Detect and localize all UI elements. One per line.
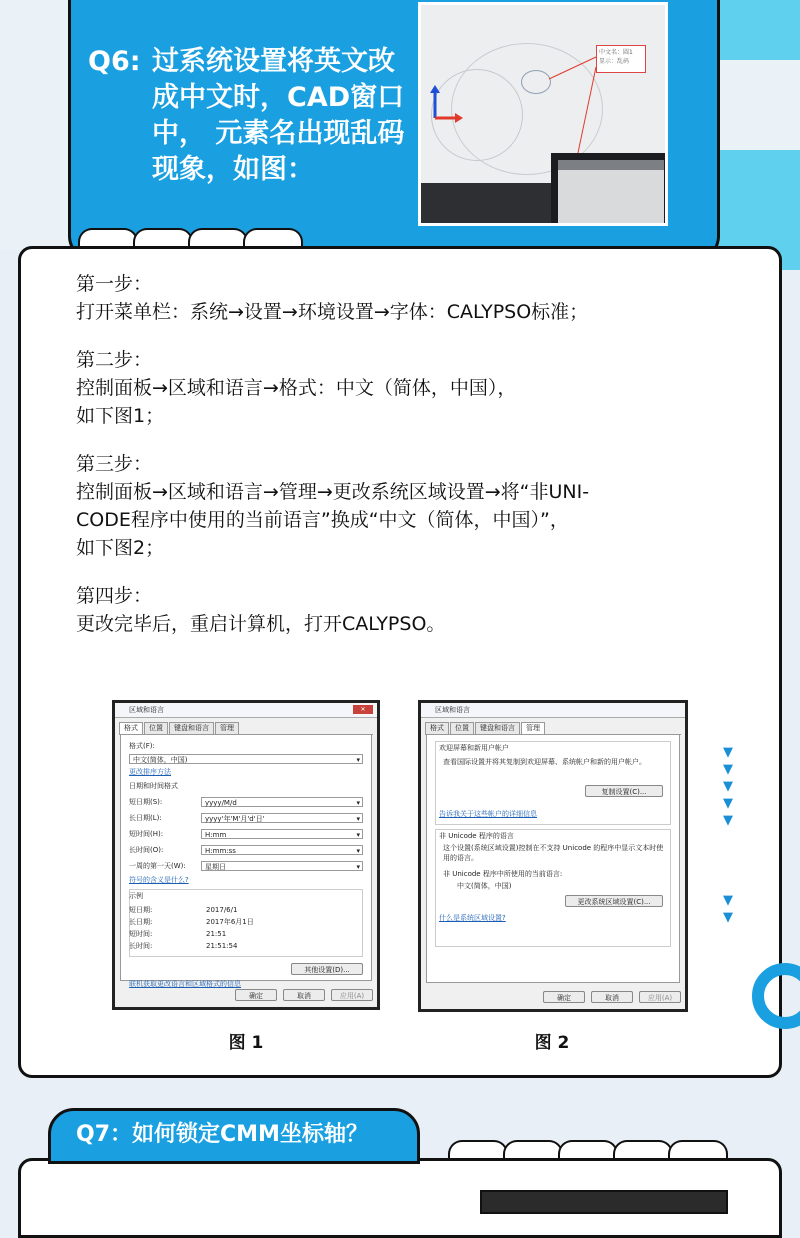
fig2-new-user-link[interactable]: 告诉我关于这些帐户的详细信息 — [439, 810, 537, 818]
fig2-ok-button[interactable]: 确定 — [543, 991, 585, 1003]
fig1-first-day-select[interactable]: 星期日 ▾ — [201, 861, 363, 871]
fig2-titlebar — [421, 703, 685, 718]
fig1-ex-short-time-value: 21:51 — [206, 930, 227, 938]
step-4-title: 第四步： — [76, 585, 153, 607]
q6-line-4: 现象，如图： — [152, 154, 314, 185]
fig1-example-label: 示例 — [129, 892, 143, 900]
fig1-short-date-select[interactable]: yyyy/M/d ▾ — [201, 797, 363, 807]
photo-note-line-1: 中文名：圆1 — [599, 49, 633, 56]
fig1-ex-long-time-value: 21:51:54 — [206, 942, 238, 950]
fig1-tab-location[interactable]: 位置 — [144, 722, 168, 734]
figure-1-caption: 图 1 — [228, 1033, 264, 1053]
q6-title — [88, 44, 408, 188]
fig1-pane — [120, 734, 372, 988]
q6-line-1: 过系统设置将英文改 — [152, 46, 395, 77]
q6-line-2: 成中文时，CAD窗口 — [152, 82, 405, 113]
fig1-format-select[interactable]: 中文(简体，中国) ▾ — [129, 754, 363, 764]
fig1-ex-short-date-value: 2017/6/1 — [206, 906, 238, 914]
fig2-apply-button[interactable]: 应用(A) — [639, 991, 681, 1003]
fig1-long-time-label: 长时间(O): — [129, 846, 164, 854]
step-2-line-2: 如下图1； — [76, 405, 165, 427]
step-4 — [76, 582, 716, 638]
fig1-ex-short-time-label: 短时间: — [129, 930, 153, 938]
step-2-line-1: 控制面板→区域和语言→格式：中文（简体，中国）， — [76, 377, 517, 399]
step-4-line-1: 更改完毕后，重启计算机，打开CALYPSO。 — [76, 613, 446, 635]
q7-title: Q7：如何锁定CMM坐标轴？ — [76, 1122, 368, 1147]
fig2-current-language-label: 非 Unicode 程序中所使用的当前语言: — [443, 870, 563, 878]
fig2-tab-admin[interactable]: 管理 — [521, 722, 545, 735]
fig2-tab-keyboard[interactable]: 键盘和语言 — [475, 722, 520, 734]
step-2 — [76, 346, 716, 430]
fig1-window-title: 区域和语言 — [129, 706, 164, 714]
fig1-tab-keyboard[interactable]: 键盘和语言 — [169, 722, 214, 734]
fig1-apply-button[interactable]: 应用(A) — [331, 989, 373, 1001]
fig1-more-settings-button[interactable]: 其他设置(D)... — [291, 963, 363, 975]
fig1-ex-long-time-label: 长时间: — [129, 942, 153, 950]
step-3-line-3: 如下图2； — [76, 537, 165, 559]
fig2-unicode-title: 非 Unicode 程序的语言 — [439, 832, 514, 840]
fig2-welcome-desc: 查看国际设置并将其复制到欢迎屏幕、系统帐户和新的用户帐户。 — [443, 758, 646, 766]
step-3-line-1: 控制面板→区域和语言→管理→更改系统区域设置→将“非UNI- — [76, 481, 590, 503]
fig1-close-button[interactable]: ✕ — [353, 705, 373, 714]
fig2-pane — [426, 734, 680, 983]
step-1-line-1: 打开菜单栏：系统→设置→环境设置→字体：CALYPSO标准； — [76, 301, 589, 323]
figure-1-screenshot — [112, 700, 380, 1010]
fig1-first-day-label: 一周的第一天(W): — [129, 862, 186, 870]
fig1-ex-long-date-label: 长日期: — [129, 918, 153, 926]
fig1-cancel-button[interactable]: 取消 — [283, 989, 325, 1001]
fig2-welcome-title: 欢迎屏幕和新用户帐户 — [439, 744, 509, 752]
fig2-copy-settings-button[interactable]: 复制设置(C)... — [585, 785, 663, 797]
step-1-title: 第一步： — [76, 273, 153, 295]
photo-monitor-toolbar — [558, 160, 664, 170]
fig1-datetime-label: 日期和时间格式 — [129, 782, 178, 790]
figure-2-screenshot — [418, 700, 688, 1012]
fig2-change-locale-button[interactable]: 更改系统区域设置(C)... — [565, 895, 663, 907]
fig1-titlebar — [115, 703, 377, 718]
fig1-short-time-label: 短时间(H): — [129, 830, 164, 838]
fig1-long-date-select[interactable]: yyyy'年'M'月'd'日' ▾ — [201, 813, 363, 823]
fig1-notation-link[interactable]: 符号的含义是什么? — [129, 876, 189, 884]
step-2-title: 第二步： — [76, 349, 153, 371]
fig1-long-time-select[interactable]: H:mm:ss ▾ — [201, 845, 363, 855]
fig1-ex-short-date-label: 短日期: — [129, 906, 153, 914]
decor-arrows-2: ▼ ▼ — [723, 893, 733, 925]
figure-2-caption: 图 2 — [534, 1033, 570, 1053]
fig1-online-link[interactable]: 联机获取更改语言和区域格式的信息 — [129, 980, 241, 988]
fig2-unicode-desc: 这个设置(系统区域设置)控制在不支持 Unicode 的程序中显示文本时使用的语言。 — [443, 844, 664, 862]
fig1-long-date-label: 长日期(L): — [129, 814, 162, 822]
fig1-tab-admin[interactable]: 管理 — [215, 722, 239, 734]
fig1-short-time-select[interactable]: H:mm ▾ — [201, 829, 363, 839]
fig1-short-date-label: 短日期(S): — [129, 798, 163, 806]
fig2-current-language-value: 中文(简体，中国) — [457, 882, 512, 890]
q6-label: Q6: — [88, 46, 141, 77]
fig2-tab-location[interactable]: 位置 — [450, 722, 474, 734]
q6-line-3: 中， 元素名出现乱码 — [152, 118, 405, 149]
decor-arrows-1: ▼ ▼ ▼ ▼ ▼ — [723, 745, 733, 828]
fig1-sort-link[interactable]: 更改排序方法 — [129, 768, 171, 776]
step-3-line-2: CODE程序中使用的当前语言”换成“中文（简体，中国）”， — [76, 509, 569, 531]
fig2-tab-format[interactable]: 格式 — [425, 722, 449, 734]
fig1-tab-format[interactable]: 格式 — [119, 722, 143, 735]
q6-photo — [418, 2, 668, 226]
fig1-ex-long-date-value: 2017年6月1日 — [206, 918, 254, 926]
fig1-format-label: 格式(F): — [129, 742, 155, 750]
step-3-title: 第三步： — [76, 453, 153, 475]
steps-text — [76, 270, 716, 658]
fig2-window-title: 区域和语言 — [435, 706, 470, 714]
fig1-ok-button[interactable]: 确定 — [235, 989, 277, 1001]
step-3 — [76, 450, 716, 562]
step-1 — [76, 270, 716, 326]
q7-photo-top — [480, 1190, 728, 1214]
fig2-what-is-locale-link[interactable]: 什么是系统区域设置? — [439, 914, 506, 922]
photo-note-line-2: 显示：乱码 — [599, 58, 630, 65]
fig2-cancel-button[interactable]: 取消 — [591, 991, 633, 1003]
